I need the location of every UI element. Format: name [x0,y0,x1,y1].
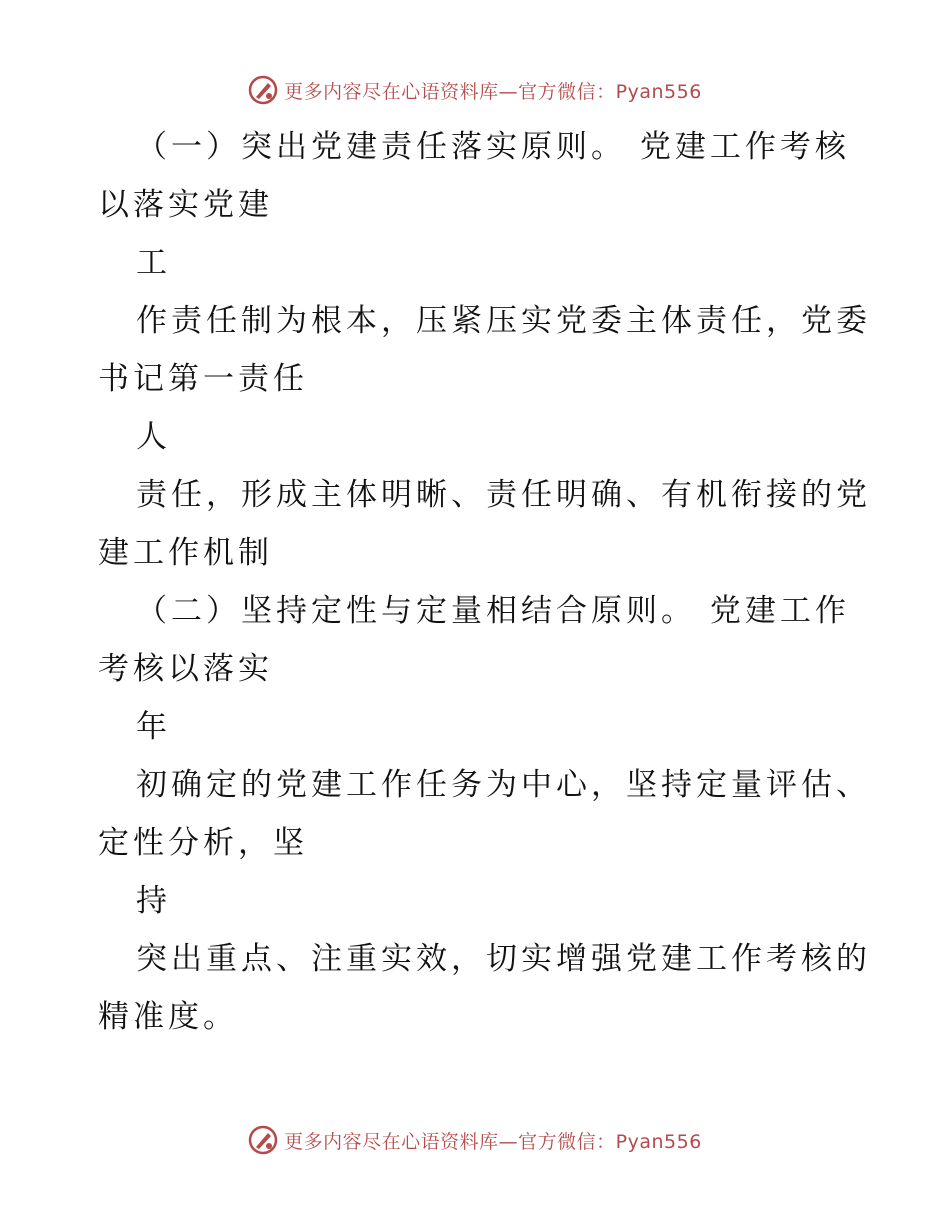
pen-logo-icon [248,75,278,105]
header-watermark-text: 更多内容尽在心语资料库—官方微信：Pyan556 [284,80,702,103]
text-line: 人 [136,419,171,455]
text-line: 考核以落实 [98,651,273,687]
text-line: 年 [136,709,171,745]
text-line: 精准度。 [98,999,238,1035]
text-line: 以落实党建 [98,187,273,223]
document-body [98,118,871,1046]
text-line: 书记第一责任 [98,361,308,397]
text-line: 工 [136,245,171,281]
text-line: （一）突出党建责任落实原则。 党建工作考核 [136,129,850,165]
text-line: 建工作机制 [98,535,273,571]
header-watermark [0,70,950,110]
text-line: 突出重点、注重实效，切实增强党建工作考核的 [136,941,871,977]
footer-watermark-id: Pyan556 [615,1130,702,1153]
text-line: 持 [136,883,171,919]
pen-logo-icon [248,1125,278,1155]
footer-watermark [0,1120,950,1160]
text-line: （二）坚持定性与定量相结合原则。 党建工作 [136,593,850,629]
text-line: 初确定的党建工作任务为中心，坚持定量评估、 [136,767,871,803]
header-watermark-id: Pyan556 [615,80,702,103]
text-line: 定性分析，坚 [98,825,308,861]
footer-watermark-text: 更多内容尽在心语资料库—官方微信：Pyan556 [284,1130,702,1153]
text-line: 作责任制为根本，压紧压实党委主体责任，党委 [136,303,871,339]
text-line: 责任，形成主体明晰、责任明确、有机衔接的党 [136,477,871,513]
